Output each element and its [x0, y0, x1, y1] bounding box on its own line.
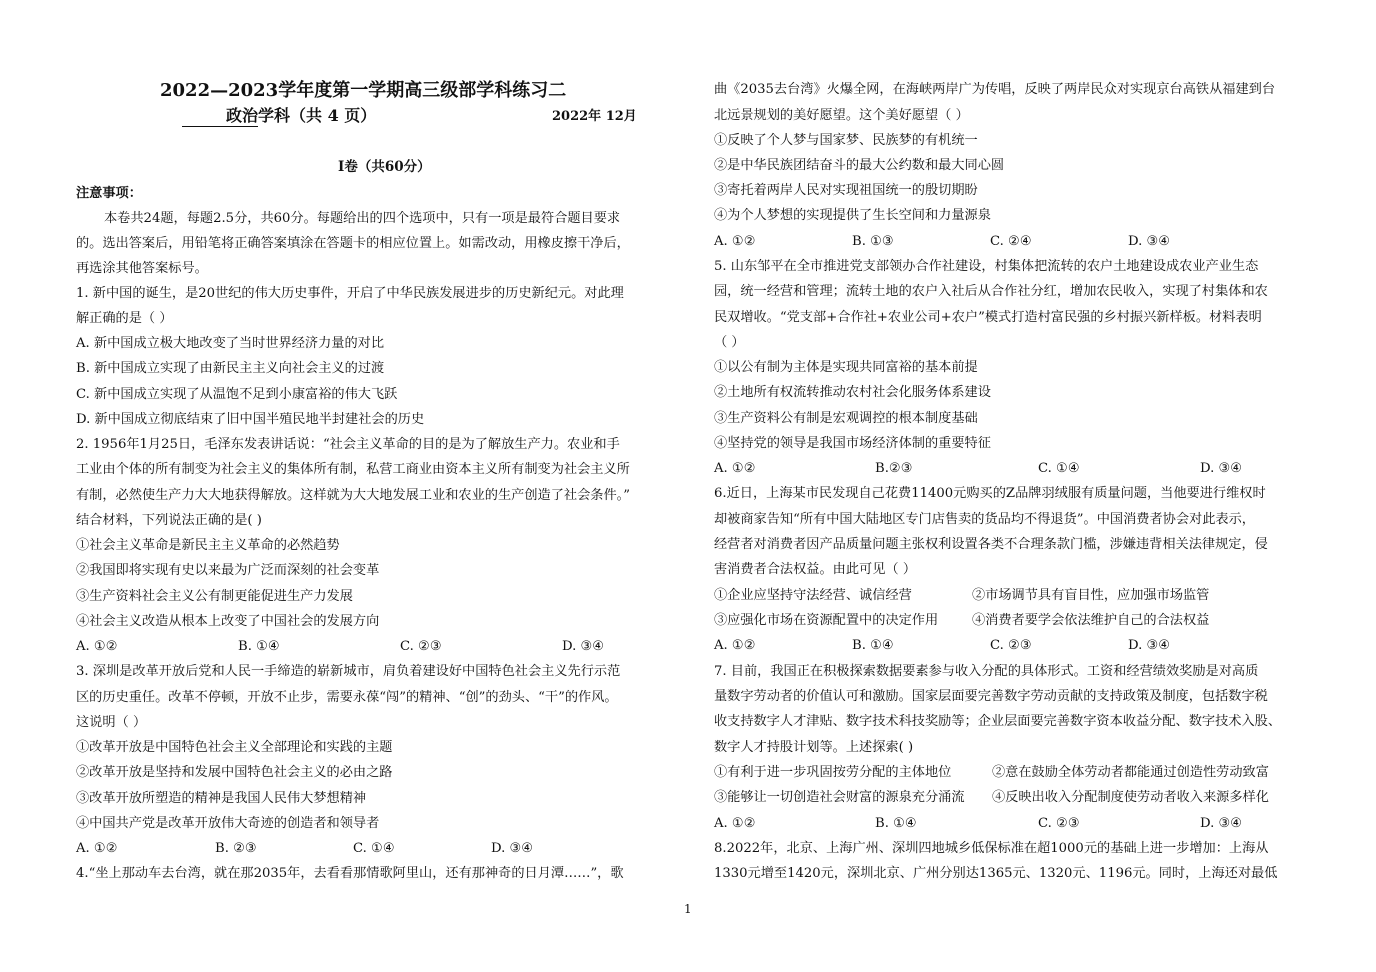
q7-stem: 量数字劳动者的价值认可和激励。国家层面要完善数字劳动贡献的支持政策及制度，包括数字税	[714, 689, 1268, 704]
q4-stem-start: 4.“坐上那动车去台湾，就在那2035年，去看看那情歌阿里山，还有那神奇的日月潭……”，歌	[76, 866, 624, 881]
exam-title: 2022—2023学年度第一学期高三级部学科练习二	[160, 80, 567, 101]
q4-item: ③寄托着两岸人民对实现祖国统一的殷切期盼	[714, 183, 978, 198]
q5-item: ④坚持党的领导是我国市场经济体制的重要特征	[714, 436, 991, 451]
q6-choice-b: B. ①④	[852, 638, 894, 653]
notice-line: 再选涂其他答案标号。	[76, 261, 208, 276]
q4-choice-b: B. ①③	[852, 234, 894, 249]
q3-choice-c: C. ①④	[353, 841, 395, 856]
q2-item: ③生产资料社会主义公有制更能促进生产力发展	[76, 589, 353, 604]
q5-item: ①以公有制为主体是实现共同富裕的基本前提	[714, 360, 978, 375]
q3-item: ④中国共产党是改革开放伟大奇迹的创造者和领导者	[76, 816, 380, 831]
q8-stem: 1330元增至1420元，深圳北京、广州分别达1365元、1320元、1196元。同时，上海还对最低	[714, 866, 1278, 881]
q2-item: ①社会主义革命是新民主主义革命的必然趋势	[76, 538, 340, 553]
q2-item: ②我国即将实现有史以来最为广泛而深刻的社会变革	[76, 563, 380, 578]
q6-stem: 6.近日，上海某市民发现自己花费11400元购买的Z品牌羽绒服有质量问题，当他要进行维权时	[714, 486, 1266, 501]
q5-stem: （ ）	[714, 335, 745, 350]
q3-choice-d: D. ③④	[491, 841, 534, 856]
q7-stem: 收支持数字人才津贴、数字技术科技奖励等；企业层面要完善数字资本收益分配、数字技术入股、	[714, 714, 1282, 729]
q5-choice-a: A. ①②	[714, 461, 756, 476]
subject-line	[182, 106, 376, 127]
q1-stem: 1. 新中国的诞生，是20世纪的伟大历史事件，开启了中华民族发展进步的历史新纪元。对此理	[76, 286, 624, 301]
q2-stem: 工业由个体的所有制变为社会主义的集体所有制，私营工商业由资本主义所有制变为社会主义所	[76, 462, 630, 477]
q1-option-c: C. 新中国成立实现了从温饱不足到小康富裕的伟大飞跃	[76, 387, 398, 402]
q5-item: ②土地所有权流转推动农村社会化服务体系建设	[714, 385, 991, 400]
notice-line: 的。选出答案后，用铅笔将正确答案填涂在答题卡的相应位置上。如需改动，用橡皮擦干净后，	[76, 236, 630, 251]
q6-choice-d: D. ③④	[1128, 638, 1171, 653]
q1-option-d: D. 新中国成立彻底结束了旧中国半殖民地半封建社会的历史	[76, 412, 425, 427]
q4-item: ①反映了个人梦与国家梦、民族梦的有机统一	[714, 133, 978, 148]
q7-choice-d: D. ③④	[1200, 816, 1243, 831]
q5-choice-c: C. ①④	[1038, 461, 1080, 476]
q6-item: ②市场调节具有盲目性，应加强市场监管	[972, 588, 1210, 603]
section-heading: Ⅰ卷（共60分）	[338, 159, 431, 175]
notice-heading: 注意事项：	[76, 186, 142, 201]
q3-stem: 3. 深圳是改革开放后党和人民一手缔造的崭新城市，肩负着建设好中国特色社会主义先行示范	[76, 664, 621, 679]
subject-name: 政治	[182, 106, 258, 127]
q5-choice-d: D. ③④	[1200, 461, 1243, 476]
q3-item: ③改革开放所塑造的精神是我国人民伟大梦想精神	[76, 791, 367, 806]
q2-stem: 有制，必然使生产力大大地获得解放。这样就为大大地发展工业和农业的生产创造了社会条件。”	[76, 488, 631, 503]
subject-suffix: 学科（共 4 页）	[258, 106, 377, 125]
q6-item: ①企业应坚持守法经营、诚信经营	[714, 588, 912, 603]
page-number: 1	[684, 902, 692, 916]
q3-stem: 区的历史重任。改革不停顿，开放不止步，需要永葆“闯”的精神、“创”的劲头、“干”的作风。	[76, 690, 618, 705]
q6-choice-a: A. ①②	[714, 638, 756, 653]
q3-item: ②改革开放是坚持和发展中国特色社会主义的必由之路	[76, 765, 393, 780]
q2-stem: 2. 1956年1月25日，毛泽东发表讲话说：“社会主义革命的目的是为了解放生产力。农业和手	[76, 437, 620, 452]
q7-choice-b: B. ①④	[875, 816, 917, 831]
q5-stem: 园，统一经营和管理；流转土地的农户入社后从合作社分红，增加农民收入，实现了村集体和农	[714, 284, 1268, 299]
q4-choice-a: A. ①②	[714, 234, 756, 249]
q5-stem: 5. 山东邹平在全市推进党支部领办合作社建设，村集体把流转的农户土地建设成农业产业生态	[714, 259, 1259, 274]
q4-choice-c: C. ②④	[990, 234, 1032, 249]
q4-item: ②是中华民族团结奋斗的最大公约数和最大同心圆	[714, 158, 1005, 173]
q4-stem: 北远景规划的美好愿望。这个美好愿望（ ）	[714, 108, 969, 123]
q7-stem: 7. 目前，我国正在积极探索数据要素参与收入分配的具体形式。工资和经营绩效奖励是对高质	[714, 664, 1259, 679]
q3-stem: 这说明（ ）	[76, 715, 147, 730]
q7-item: ①有利于进一步巩固按劳分配的主体地位	[714, 765, 952, 780]
exam-date: 2022年 12月	[552, 109, 637, 124]
q3-item: ①改革开放是中国特色社会主义全部理论和实践的主题	[76, 740, 393, 755]
q4-item: ④为个人梦想的实现提供了生长空间和力量源泉	[714, 208, 991, 223]
q4-stem: 曲《2035去台湾》火爆全网，在海峡两岸广为传唱，反映了两岸民众对实现京台高铁从福建到台	[714, 82, 1276, 97]
q1-option-b: B. 新中国成立实现了由新民主主义向社会主义的过渡	[76, 361, 385, 376]
q6-item: ③应强化市场在资源配置中的决定作用	[714, 613, 939, 628]
q7-item: ④反映出收入分配制度使劳动者收入来源多样化	[992, 790, 1269, 805]
q6-stem: 害消费者合法权益。由此可见（ ）	[714, 562, 917, 577]
q5-stem: 民双增收。“党支部+合作社+农业公司+农户”模式打造村富民强的乡村振兴新样板。材料表明	[714, 310, 1262, 325]
q1-stem: 解正确的是（ ）	[76, 311, 173, 326]
q6-item: ④消费者要学会依法维护自己的合法权益	[972, 613, 1210, 628]
q4-choice-d: D. ③④	[1128, 234, 1171, 249]
q3-choice-b: B. ②③	[215, 841, 257, 856]
q2-stem: 结合材料，下列说法正确的是( )	[76, 513, 262, 528]
q8-stem: 8.2022年，北京、上海广州、深圳四地城乡低保标准在超1000元的基础上进一步增加：上海从	[714, 841, 1269, 856]
notice-line: 本卷共24题，每题2.5分，共60分。每题给出的四个选项中，只有一项是最符合题目要求	[104, 211, 621, 226]
q5-choice-b: B.②③	[875, 461, 913, 476]
q7-choice-a: A. ①②	[714, 816, 756, 831]
q5-item: ③生产资料公有制是宏观调控的根本制度基础	[714, 411, 978, 426]
q6-stem: 却被商家告知“所有中国大陆地区专门店售卖的货品均不得退货”。中国消费者协会对此表示，	[714, 512, 1255, 527]
q6-choice-c: C. ②③	[990, 638, 1032, 653]
q2-choice-b: B. ①④	[238, 639, 280, 654]
q2-choice-c: C. ②③	[400, 639, 442, 654]
q2-choice-a: A. ①②	[76, 639, 118, 654]
q3-choice-a: A. ①②	[76, 841, 118, 856]
q7-choice-c: C. ②③	[1038, 816, 1080, 831]
q2-item: ④社会主义改造从根本上改变了中国社会的发展方向	[76, 614, 380, 629]
q6-stem: 经营者对消费者因产品质量问题主张权利设置各类不合理条款门槛，涉嫌违背相关法律规定，侵	[714, 537, 1268, 552]
q7-stem: 数字人才持股计划等。上述探索( )	[714, 740, 914, 755]
q7-item: ③能够让一切创造社会财富的源泉充分涌流	[714, 790, 965, 805]
q7-item: ②意在鼓励全体劳动者都能通过创造性劳动致富	[992, 765, 1269, 780]
q1-option-a: A. 新中国成立极大地改变了当时世界经济力量的对比	[76, 336, 385, 351]
q2-choice-d: D. ③④	[562, 639, 605, 654]
